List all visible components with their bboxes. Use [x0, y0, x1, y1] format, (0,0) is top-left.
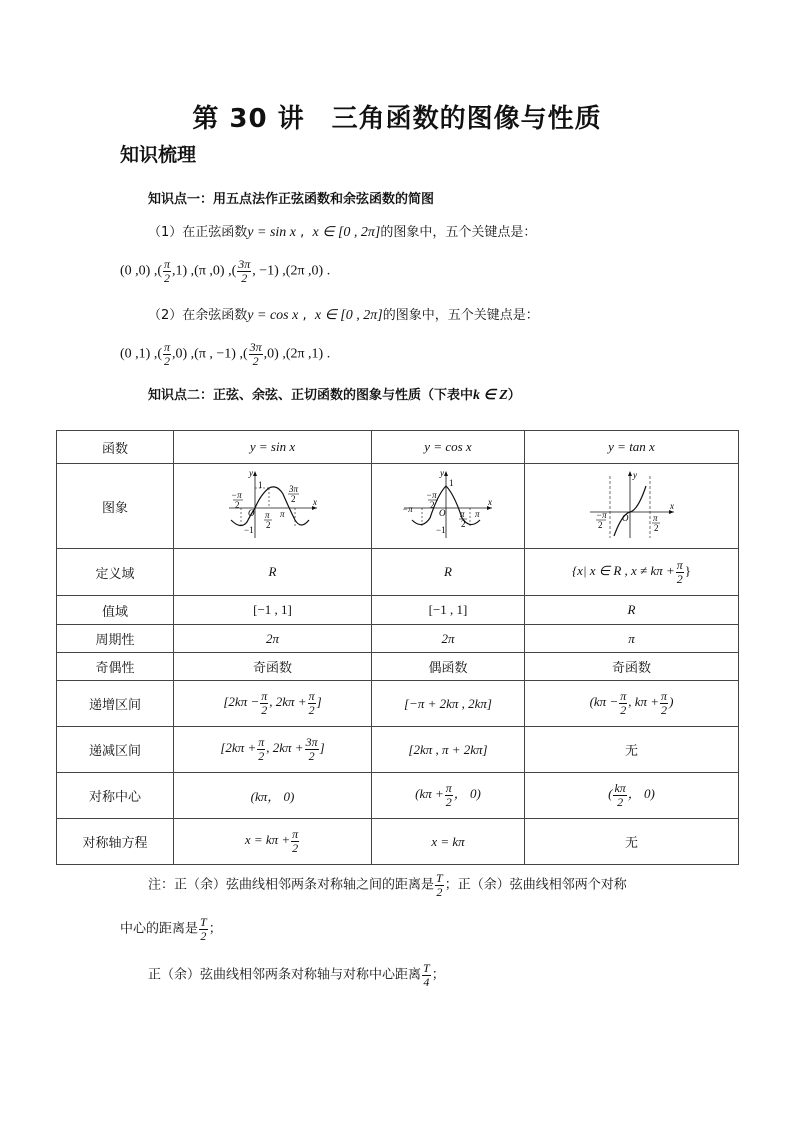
x-label: x — [669, 501, 674, 511]
frac-den: 2 — [308, 749, 315, 763]
neg-one-label: −1 — [243, 525, 254, 535]
kp2-close: ） — [507, 388, 521, 403]
pi-label: π — [279, 509, 285, 519]
inc-sin-b: , 2kπ + — [269, 694, 307, 710]
y-arrow — [628, 471, 632, 476]
axis-sin — [174, 819, 372, 865]
axis-tan: 无 — [525, 819, 739, 865]
row-domain-label: 定义域 — [57, 549, 174, 596]
note-2-b: ； — [208, 921, 222, 937]
row-image-label: 图象 — [57, 464, 174, 549]
frac-den: 2 — [164, 353, 170, 368]
frac-num: π — [620, 689, 627, 704]
cos-intro-b: 的图象中，五个关键点是： — [382, 308, 539, 323]
cos-graph-cell — [372, 464, 525, 549]
inc-tan-a: (kπ − — [589, 694, 619, 710]
table-row — [57, 431, 739, 464]
table-row — [57, 819, 739, 865]
center-cos-b: ， 0) — [453, 786, 481, 802]
domain-tan — [525, 549, 739, 596]
inc-sin — [174, 681, 372, 727]
frac-num: T — [423, 961, 430, 975]
row-parity-label: 奇偶性 — [57, 653, 174, 681]
frac-num: kπ — [614, 781, 626, 796]
frac-den: 2 — [308, 703, 315, 717]
two-label: 2 — [653, 523, 658, 533]
parity-sin: 奇函数 — [174, 653, 372, 681]
note-1-a: 注：正（余）弦曲线相邻两条对称轴之间的距离是 — [148, 877, 435, 893]
cos-graph — [400, 468, 496, 540]
origin-label: O — [621, 513, 628, 523]
frac-num: π — [164, 257, 171, 271]
cos-points-seg: ,0) ,(π , −1) ,( — [172, 346, 248, 362]
cos-points-seg: ,0) ,(2π ,1) . — [263, 346, 331, 362]
table-row — [57, 653, 739, 681]
two-label: 2 — [430, 500, 435, 510]
frac-den: 2 — [200, 928, 207, 943]
note-2-a: 中心的距离是 — [120, 921, 199, 937]
header-tan: y = tan x — [525, 431, 739, 464]
parity-tan: 奇函数 — [525, 653, 739, 681]
two-label: 2 — [265, 520, 270, 530]
table-row — [57, 549, 739, 596]
frac-den: 2 — [676, 571, 683, 586]
row-range-label: 值域 — [57, 596, 174, 625]
frac-num: π — [292, 827, 299, 842]
frac-num: 3π — [305, 735, 318, 750]
dec-sin — [174, 727, 372, 773]
sin-points-seg: (0 ,0) ,( — [120, 263, 162, 279]
inc-tan — [525, 681, 739, 727]
domain-sin: R — [174, 549, 372, 596]
tan-graph-cell — [525, 464, 739, 549]
two-label: 2 — [461, 519, 466, 529]
period-tan: π — [525, 625, 739, 653]
dec-sin-c: ] — [319, 740, 325, 756]
two-label: 2 — [234, 500, 239, 510]
header-cos: y = cos x — [372, 431, 525, 464]
parity-cos: 偶函数 — [372, 653, 525, 681]
y-label: y — [248, 468, 253, 478]
pi-half-label: π — [652, 513, 658, 523]
cos-func: y = cos x — [247, 308, 299, 323]
sin-graph-cell — [174, 464, 372, 549]
frac-num: T — [200, 915, 207, 929]
range-sin: [−1 , 1] — [174, 596, 372, 625]
sin-graph — [225, 468, 321, 540]
frac-den: 2 — [436, 884, 443, 899]
center-tan — [525, 773, 739, 819]
sin-points-seg: ,1) ,(π ,0) ,( — [172, 263, 237, 279]
two-label: 2 — [290, 494, 295, 504]
kp1-sin-line: （1）在正弦函数y = sin x , x ∈ [0 , 2π]的图象中，五个关键点是： — [148, 225, 537, 240]
row-dec-label: 递减区间 — [57, 727, 174, 773]
frac-num: π — [445, 781, 452, 796]
kp2-title — [148, 384, 521, 404]
dec-tan: 无 — [525, 727, 739, 773]
note-2 — [120, 916, 222, 942]
one-label: 1 — [449, 478, 454, 488]
domain-cos: R — [372, 549, 525, 596]
frac-den: 2 — [261, 703, 268, 717]
center-sin: (kπ， 0) — [174, 773, 372, 819]
sin-func: y = sin x — [247, 225, 296, 240]
table-row — [57, 681, 739, 727]
frac-num: π — [308, 689, 315, 704]
frac-num: T — [436, 871, 443, 885]
row-period-label: 周期性 — [57, 625, 174, 653]
frac-num: 3π — [249, 340, 262, 354]
note-3-a: 正（余）弦曲线相邻两条对称轴与对称中心距离 — [148, 967, 422, 983]
frac-num: π — [261, 689, 268, 704]
frac-num: π — [676, 557, 683, 572]
note-1-b: ；正（余）弦曲线相邻两个对称 — [444, 877, 627, 893]
axis-sin-a: x = kπ + — [244, 832, 291, 848]
range-tan: R — [525, 596, 739, 625]
y-arrow — [444, 471, 448, 476]
cos-domain: x ∈ [0 , 2π] — [314, 308, 383, 323]
header-func: 函数 — [57, 431, 174, 464]
range-cos: [−1 , 1] — [372, 596, 525, 625]
dec-sin-a: [2kπ + — [220, 740, 257, 756]
neg-pi-half-label: −π — [595, 510, 607, 520]
neg-pi-label: −π — [402, 504, 413, 514]
sin-intro-a: （1）在正弦函数 — [148, 225, 248, 240]
kp2-cond: k ∈ Z — [473, 388, 508, 403]
x-label: x — [488, 497, 492, 507]
frac-num: π — [661, 689, 668, 704]
origin-label: O — [439, 508, 446, 518]
center-tan-a: ( — [608, 786, 613, 802]
neg-pi-half-label: −π — [426, 490, 437, 500]
tan-graph — [584, 468, 680, 540]
center-tan-b: ， 0) — [627, 786, 655, 802]
one-label: 1 — [257, 480, 262, 490]
sin-domain: x ∈ [0 , 2π] — [312, 225, 381, 240]
axis-cos: x = kπ — [372, 819, 525, 865]
kp1-cos-line: （2）在余弦函数y = cos x , x ∈ [0 , 2π]的图象中，五个关键点是： — [148, 308, 539, 323]
pi-label: π — [460, 509, 465, 519]
table-row — [57, 625, 739, 653]
frac-den: 2 — [617, 795, 624, 809]
table-row — [57, 773, 739, 819]
dec-sin-b: , 2kπ + — [266, 740, 304, 756]
neg-pi-label: −π — [230, 490, 242, 500]
frac-den: 2 — [258, 749, 265, 763]
inc-tan-c: ) — [669, 694, 674, 710]
inc-tan-b: , kπ + — [628, 694, 660, 710]
page-title: 第 30 讲 三角函数的图像与性质 — [192, 104, 602, 134]
frac-den: 2 — [292, 841, 299, 855]
center-cos — [372, 773, 525, 819]
frac-den: 2 — [252, 353, 259, 368]
frac-den: 2 — [445, 795, 452, 809]
sin-points-seg: , −1) ,(2π ,0) . — [252, 263, 331, 279]
domain-tan-a: {x| x ∈ R , x ≠ kπ + — [571, 562, 675, 578]
row-axis-label: 对称轴方程 — [57, 819, 174, 865]
properties-table — [56, 430, 739, 865]
period-cos: 2π — [372, 625, 525, 653]
sin-intro-b: 的图象中，五个关键点是： — [380, 225, 537, 240]
y-label: y — [632, 470, 637, 480]
note-3-b: ； — [431, 967, 445, 983]
frac-den: 2 — [241, 270, 248, 285]
frac-num: π — [258, 735, 265, 750]
inc-cos: [−π + 2kπ , 2kπ] — [372, 681, 525, 727]
origin-label: O — [247, 508, 254, 518]
neg-one-label: −1 — [436, 525, 446, 535]
frac-den: 2 — [620, 703, 627, 717]
header-sin: y = sin x — [174, 431, 372, 464]
frac-den: 2 — [164, 270, 170, 285]
three-pi-label: 3π — [288, 484, 298, 494]
frac-den: 2 — [661, 703, 668, 717]
center-cos-a: (kπ + — [415, 786, 444, 802]
note-3 — [148, 962, 445, 988]
cos-intro-a: （2）在余弦函数 — [148, 308, 248, 323]
kp2-title-text: 知识点二：正弦、余弦、正切函数的图象与性质（下表中 — [148, 388, 474, 403]
two-label: 2 — [597, 520, 602, 530]
dec-cos: [2kπ , π + 2kπ] — [372, 727, 525, 773]
note-1 — [148, 872, 627, 898]
pi-label: π — [264, 510, 270, 520]
pi-label-right: π — [475, 509, 480, 519]
y-arrow — [253, 471, 257, 476]
sin-points — [120, 258, 330, 284]
inc-sin-a: [2kπ − — [223, 694, 260, 710]
cos-points — [120, 341, 330, 367]
y-label: y — [440, 468, 444, 478]
kp1-title: 知识点一：用五点法作正弦函数和余弦函数的简图 — [148, 192, 435, 207]
frac-num: π — [164, 340, 171, 354]
cos-points-seg: (0 ,1) ,( — [120, 346, 162, 362]
frac-num: 3π — [238, 257, 251, 271]
frac-den: 4 — [423, 974, 430, 989]
section-heading: 知识梳理 — [120, 144, 197, 166]
row-inc-label: 递增区间 — [57, 681, 174, 727]
period-sin: 2π — [174, 625, 372, 653]
table-row — [57, 596, 739, 625]
domain-tan-b: } — [684, 562, 692, 578]
table-row — [57, 464, 739, 549]
table-row — [57, 727, 739, 773]
inc-sin-c: ] — [316, 694, 322, 710]
x-label: x — [312, 497, 317, 507]
row-center-label: 对称中心 — [57, 773, 174, 819]
